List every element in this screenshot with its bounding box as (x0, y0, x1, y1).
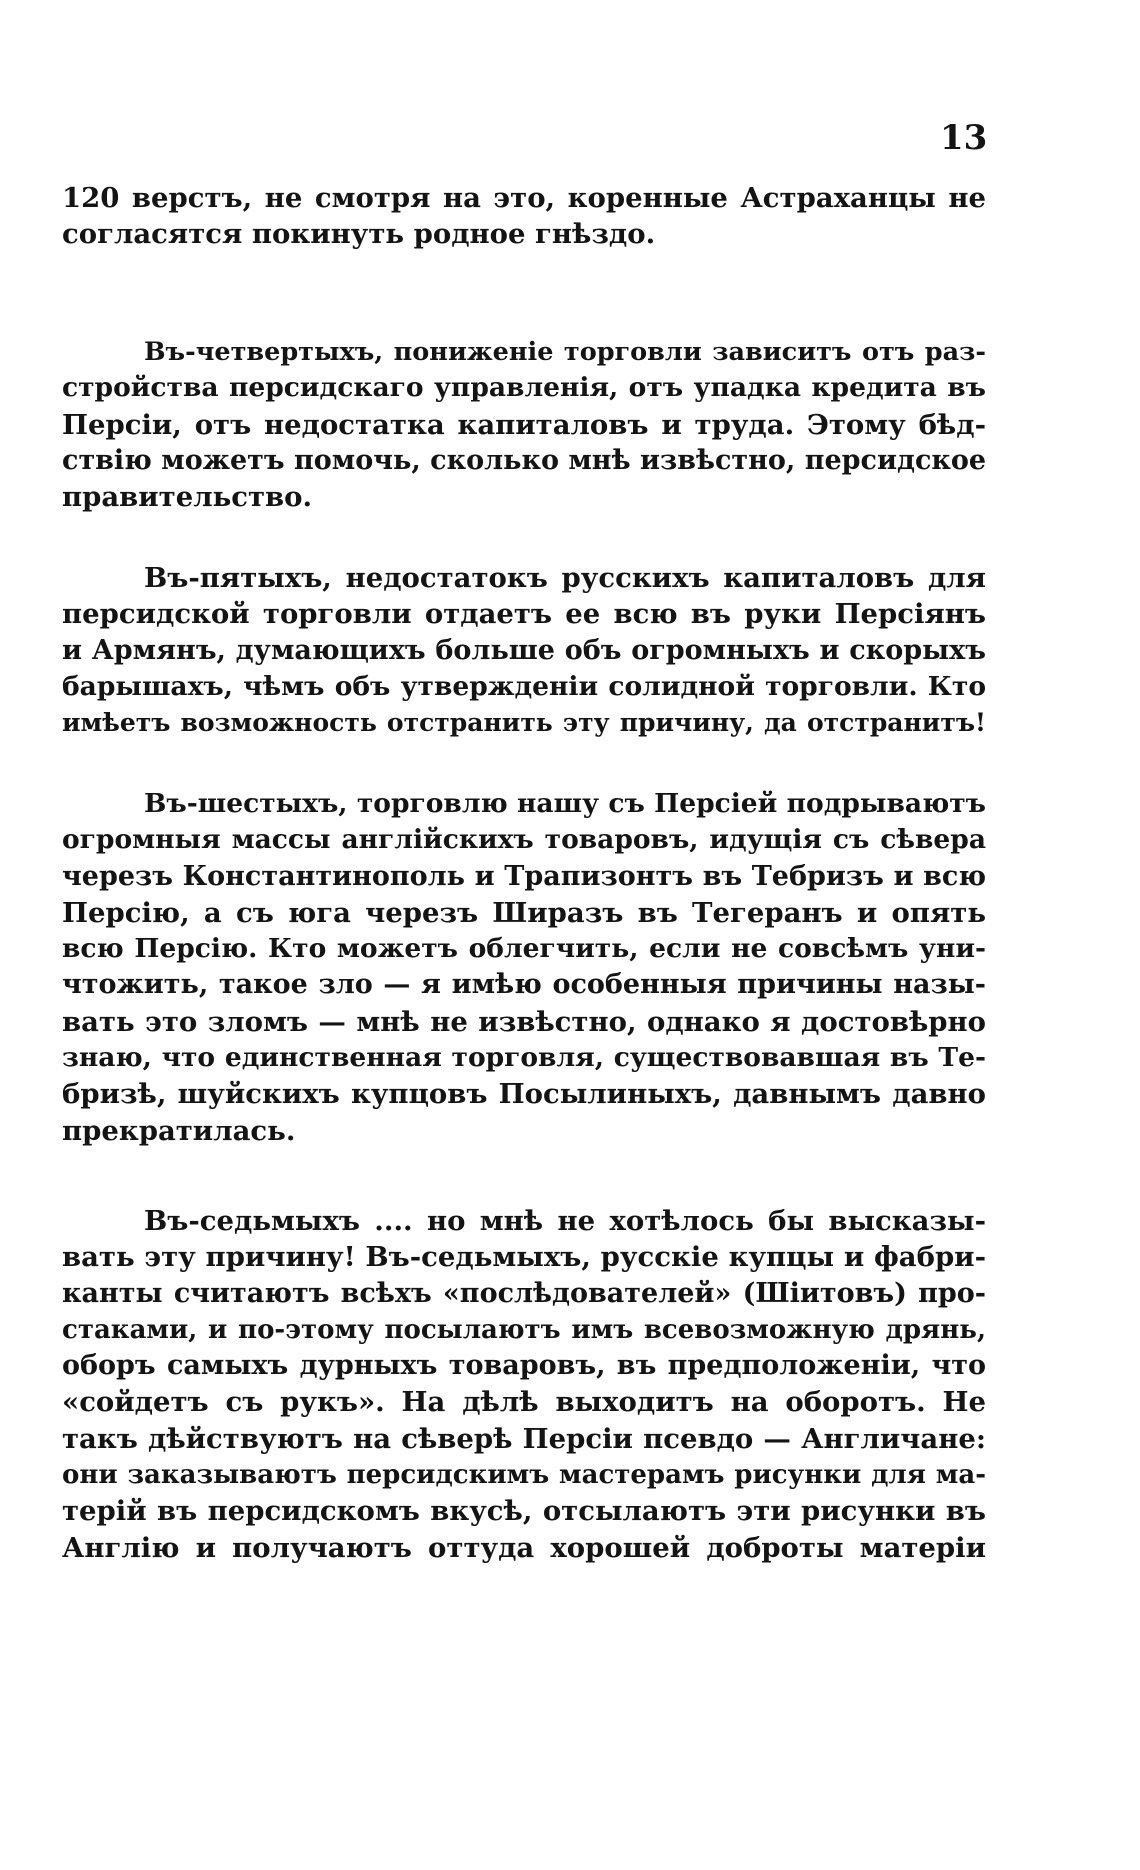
text-line: согласятся покинуть родное гнѣздо. (62, 218, 656, 251)
text-line: ствію можетъ помочь, сколько мнѣ извѣстно, персидское (62, 444, 987, 476)
text-line: прекратилась. (62, 1114, 296, 1147)
text-line: всю Персію. Кто можетъ облегчить, если не совсѣмъ уни- (62, 933, 986, 965)
paragraph-fourth (62, 334, 986, 515)
text-line: Въ-пятыхъ, недостатокъ русскихъ капиталовъ для (144, 562, 986, 594)
page-number: 13 (940, 118, 988, 158)
text-line: терій въ персидскомъ вкусѣ, отсылаютъ эти рисунки въ (62, 1495, 986, 1528)
text-line: стройства персидскаго управленія, отъ упадка кредита въ (62, 372, 986, 404)
text-line: правительство. (62, 481, 313, 514)
paragraph-seventh (62, 1203, 986, 1566)
text-line: вать это зломъ — мнѣ не извѣстно, однако я достовѣрно (62, 1005, 986, 1038)
text-line: стаками, и по-этому посылаютъ имъ всевозможную дрянь, (62, 1314, 986, 1345)
text-line: имѣетъ возможность отстранить эту причину, да отстранитъ! (62, 708, 986, 738)
text-line: знаю, что единственная торговля, существовавшая въ Те- (62, 1042, 986, 1074)
text-line: персидской торговли отдаетъ ее всю въ руки Персіянъ (62, 598, 986, 631)
text-line: «сойдетъ съ рукъ». На дѣлѣ выходитъ на оборотъ. Не (62, 1386, 986, 1419)
text-line: чтожить, такое зло — я имѣю особенныя причины назы- (62, 969, 986, 1001)
text-line: вать эту причину! Въ-седьмыхъ, русскіе купцы и фабри- (62, 1241, 986, 1274)
text-line: Персію, а съ юга черезъ Ширазъ въ Тегеранъ и опять (62, 896, 986, 929)
text-line: барышахъ, чѣмъ объ утвержденіи солидной торговли. Кто (62, 670, 986, 702)
text-line: Персіи, отъ недостатка капиталовъ и труда. Этому бѣд- (62, 408, 986, 441)
text-line: Въ-четвертыхъ, пониженіе торговли зависитъ отъ раз- (144, 337, 986, 367)
text-line: бризѣ, шуйскихъ купцовъ Посылиныхъ, давнымъ давно (62, 1078, 986, 1111)
text-line: 120 верстъ, не смотря на это, коренные Астраханцы не (62, 182, 986, 214)
text-line: такъ дѣйствуютъ на сѣверѣ Персіи псевдо — Англичане: (62, 1422, 986, 1455)
text-line: Въ-шестыхъ, торговлю нашу съ Персіей подрываютъ (144, 788, 986, 819)
text-line: черезъ Константинополь и Трапизонтъ въ Тебризъ и всю (62, 860, 986, 892)
text-line: они заказываютъ персидскимъ мастерамъ рисунки для ма- (62, 1460, 986, 1491)
text-line: Англію и получаютъ оттуда хорошей доброты матеріи (62, 1531, 986, 1564)
text-line: канты считаютъ всѣхъ «послѣдователей» (Шіитовъ) про- (62, 1277, 986, 1309)
paragraph-sixth (62, 786, 986, 1149)
text-line: оборъ самыхъ дурныхъ товаровъ, въ предположеніи, что (62, 1350, 986, 1382)
text-line: огромныя массы англійскихъ товаровъ, идущія съ сѣвера (62, 824, 986, 856)
paragraph-fifth (62, 560, 986, 741)
text-line: Въ-седьмыхъ .... но мнѣ не хотѣлось бы высказы- (144, 1205, 986, 1237)
text-line: и Армянъ, думающихъ больше объ огромныхъ и скорыхъ (62, 634, 986, 666)
paragraph-continuation (62, 180, 986, 253)
